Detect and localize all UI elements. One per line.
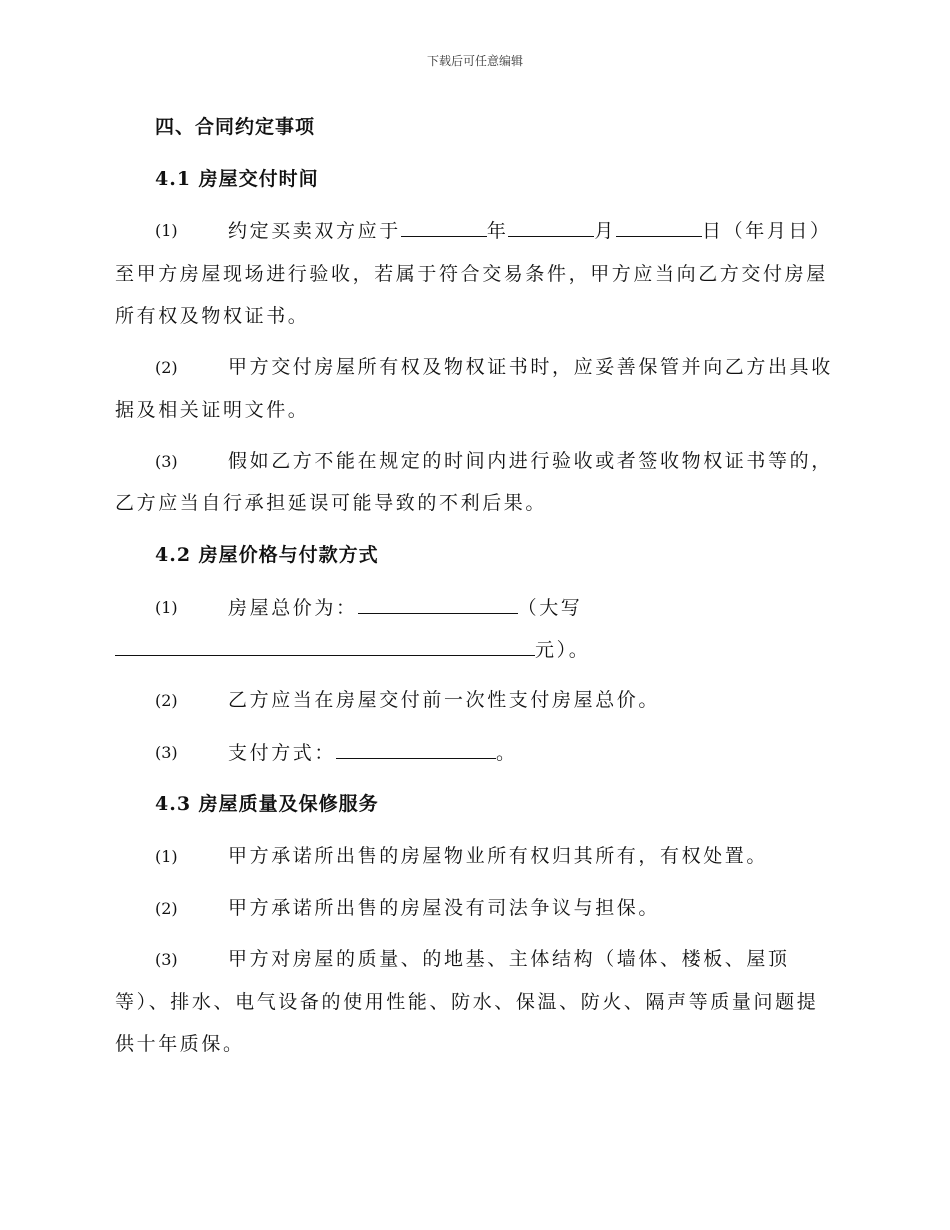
paragraph-line: 供十年质保。 — [115, 1033, 245, 1055]
paragraph-line: 假如乙方不能在规定的时间内进行验收或者签收物权证书等的， — [228, 450, 833, 472]
item-number: (2) — [155, 358, 178, 377]
paragraph-line: 甲方承诺所出售的房屋物业所有权归其所有，有权处置。 — [228, 845, 769, 867]
text-segment: 约定买卖双方应于 — [228, 220, 401, 242]
paragraph-line — [228, 595, 582, 620]
paragraph-line: 乙方应当自行承担延误可能导致的不利后果。 — [115, 492, 548, 514]
paragraph-line — [228, 740, 518, 765]
subsection-title-4-1: 4.1 房屋交付时间 — [155, 168, 319, 190]
payment-method-blank — [336, 740, 496, 759]
amount-in-words-blank — [115, 637, 535, 656]
item-number: (2) — [155, 691, 178, 710]
paragraph-line: 所有权及物权证书。 — [115, 305, 310, 327]
item-number: (1) — [155, 221, 178, 240]
text-segment: 月 — [594, 220, 617, 242]
paragraph-line: 等）、排水、电气设备的使用性能、防水、保温、防火、隔声等质量问题提 — [115, 991, 819, 1013]
text-segment: 。 — [496, 742, 518, 764]
text-segment: （大写 — [517, 597, 583, 619]
text-segment: 支付方式： — [228, 742, 337, 764]
subsection-title-4-2: 4.2 房屋价格与付款方式 — [155, 544, 379, 566]
item-number: (3) — [155, 743, 178, 762]
page-header: 下载后可任意编辑 — [426, 54, 523, 68]
subsection-title-4-3: 4.3 房屋质量及保修服务 — [155, 793, 379, 815]
item-number: (3) — [155, 452, 178, 471]
text-segment: 元）。 — [535, 639, 591, 661]
day-blank — [616, 218, 702, 237]
text-segment: 年 — [486, 220, 509, 242]
month-blank — [508, 218, 594, 237]
text-segment: 日（年月日） — [702, 220, 832, 242]
item-number: (1) — [155, 598, 178, 617]
paragraph-line: 甲方对房屋的质量、的地基、主体结构（墙体、楼板、屋顶 — [228, 948, 790, 970]
paragraph-line: 至甲方房屋现场进行验收，若属于符合交易条件，甲方应当向乙方交付房屋 — [115, 263, 828, 285]
paragraph-line: 甲方承诺所出售的房屋没有司法争议与担保。 — [228, 897, 661, 919]
item-number: (3) — [155, 950, 178, 969]
paragraph-line — [115, 637, 590, 662]
paragraph-line: 乙方应当在房屋交付前一次性支付房屋总价。 — [228, 689, 661, 711]
text-segment: 房屋总价为： — [228, 597, 358, 619]
section-title: 四、合同约定事项 — [155, 116, 316, 138]
paragraph-line: 甲方交付房屋所有权及物权证书时，应妥善保管并向乙方出具收 — [228, 356, 833, 378]
year-blank — [401, 218, 487, 237]
total-price-blank — [358, 595, 518, 614]
paragraph-line: 据及相关证明文件。 — [115, 399, 310, 421]
item-number: (1) — [155, 847, 178, 866]
paragraph-line — [228, 218, 832, 243]
item-number: (2) — [155, 899, 178, 918]
